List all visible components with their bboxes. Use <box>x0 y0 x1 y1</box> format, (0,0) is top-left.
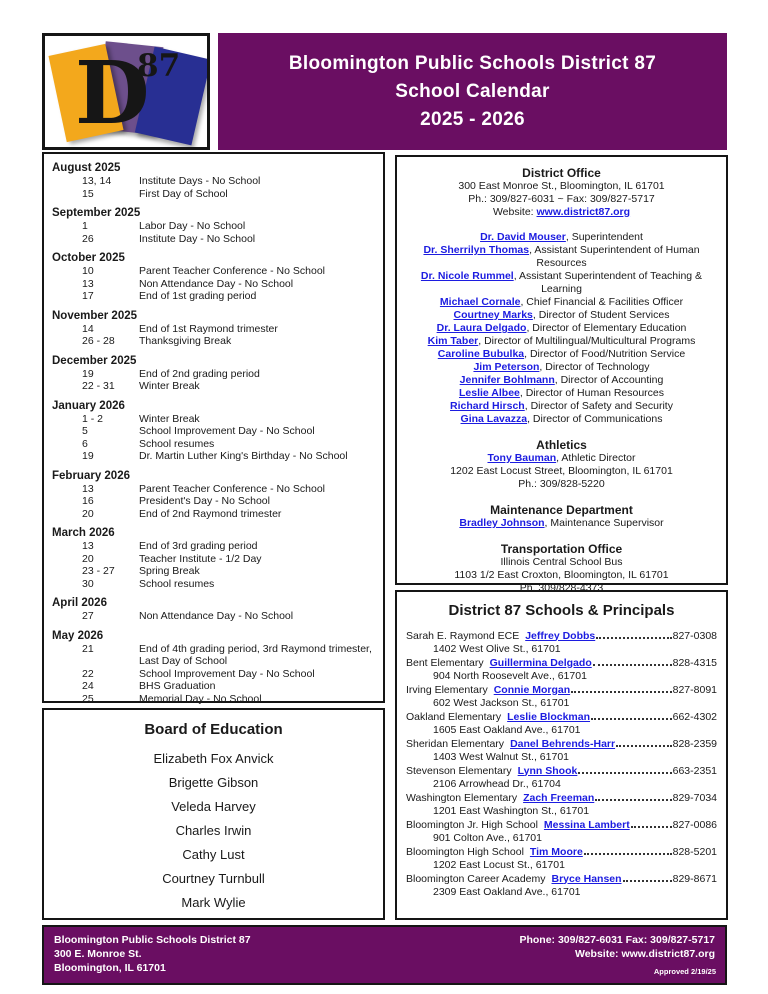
event-dates: 26 - 28 <box>82 335 115 347</box>
month-heading: April 2026 <box>52 597 107 609</box>
event-description-line: First Day of School <box>139 187 228 200</box>
maintenance-supervisor-line <box>403 517 720 530</box>
principal-link[interactable]: Zach Freeman <box>523 791 595 804</box>
school-row <box>406 846 717 860</box>
staff-name-link[interactable]: Jennifer Bohlmann <box>459 374 555 386</box>
school-address: 1605 East Oakland Ave., 61701 <box>433 724 581 736</box>
event-description-line: End of 2nd grading period <box>139 367 260 380</box>
staff-name-link[interactable]: Courtney Marks <box>453 309 533 321</box>
maintenance-supervisor-role: , Maintenance Supervisor <box>544 517 664 529</box>
schools-title: District 87 Schools & Principals <box>448 602 675 619</box>
event-description-line: Non Attendance Day - No School <box>139 610 294 622</box>
event-description <box>139 290 375 303</box>
event-description-line: Spring Break <box>139 565 200 577</box>
maintenance-supervisor-link[interactable]: Bradley Johnson <box>459 517 545 529</box>
calendar-event-row <box>52 233 375 246</box>
calendar-month <box>52 469 375 521</box>
staff-name-link[interactable]: Dr. David Mouser <box>480 231 566 243</box>
school-address: 602 West Jackson St., 61701 <box>433 697 570 709</box>
event-dates: 16 <box>82 495 94 507</box>
event-description-line: End of 2nd Raymond trimester <box>139 507 282 520</box>
event-dates: 13 <box>82 482 94 495</box>
footer-left <box>54 933 251 977</box>
event-description <box>139 438 375 451</box>
event-description-line: Winter Break <box>139 412 200 425</box>
calendar-month <box>52 309 375 348</box>
event-description-line: Thanksgiving Break <box>139 335 232 347</box>
calendar-event-row <box>52 278 375 291</box>
event-description <box>139 680 375 693</box>
school-phone: 662-4302 <box>672 710 717 723</box>
event-dates: 19 <box>82 367 94 380</box>
transportation-phone: Ph. 309/828-4373 <box>519 582 604 594</box>
event-dates: 17 <box>82 290 94 302</box>
principal-link[interactable]: Leslie Blockman <box>507 710 591 723</box>
staff-member-line <box>403 374 720 387</box>
event-description-line: End of 1st Raymond trimester <box>139 322 278 335</box>
school-phone: 827-0086 <box>672 818 717 831</box>
dot-leader <box>584 853 672 855</box>
event-description <box>139 540 375 553</box>
school-entry <box>406 657 717 684</box>
calendar-event-row <box>52 438 375 451</box>
school-entry <box>406 711 717 738</box>
calendar-event-row <box>52 553 375 566</box>
event-description <box>139 380 375 393</box>
calendar-event-row <box>52 220 375 233</box>
event-description-line: Labor Day - No School <box>139 220 246 232</box>
event-dates: 25 <box>82 692 94 705</box>
event-dates: 5 <box>82 425 88 437</box>
event-description <box>139 483 375 496</box>
main-content <box>42 152 727 920</box>
event-description-line: End of 4th grading period, 3rd Raymond trimester, <box>139 642 372 655</box>
principal-link[interactable]: Jeffrey Dobbs <box>525 629 596 642</box>
school-row <box>406 738 717 752</box>
staff-member-line <box>403 309 720 322</box>
maintenance-title: Maintenance Department <box>490 503 633 517</box>
school-year: 2025 - 2026 <box>420 108 525 130</box>
board-member-name: Charles Irwin <box>175 823 252 838</box>
event-description-line: Winter Break <box>139 380 200 392</box>
footer-org: Bloomington Public Schools District 87 <box>54 934 251 946</box>
school-entry <box>406 765 717 792</box>
calendar-event-row <box>52 175 375 188</box>
event-description-line: BHS Graduation <box>139 680 216 692</box>
footer-phone-fax: Phone: 309/827-6031 Fax: 309/827-5717 <box>519 934 715 946</box>
event-description-line: End of 1st grading period <box>139 290 257 302</box>
staff-name-link[interactable]: Dr. Laura Delgado <box>436 322 527 334</box>
school-row <box>406 819 717 833</box>
dot-leader <box>596 637 671 639</box>
district-staff-list <box>403 231 720 426</box>
website-label: Website: <box>492 206 537 218</box>
calendar-event-row <box>52 508 375 521</box>
dot-leader <box>571 691 672 693</box>
event-dates: 23 - 27 <box>82 565 115 577</box>
staff-member-line <box>403 361 720 374</box>
school-entry <box>406 819 717 846</box>
school-row <box>406 630 717 644</box>
approved-date: Approved 2/19/25 <box>653 967 716 976</box>
principal-link[interactable]: Tim Moore <box>529 845 583 858</box>
staff-member-line <box>403 413 720 426</box>
school-row <box>406 765 717 779</box>
school-phone: 829-7034 <box>672 791 717 804</box>
staff-name-link[interactable]: Michael Cornale <box>439 296 521 308</box>
calendar-event-row <box>52 643 375 668</box>
school-row <box>406 792 717 806</box>
athletics-address: 1202 East Locust Street, Bloomington, IL 61701 <box>450 465 673 477</box>
event-description-line: Parent Teacher Conference - No School <box>139 265 325 277</box>
school-entry <box>406 873 717 900</box>
dot-leader <box>578 772 671 774</box>
school-entry <box>406 630 717 657</box>
staff-role: , Director of Student Services <box>532 309 670 321</box>
board-members-list <box>44 752 383 909</box>
dot-leader <box>623 880 672 882</box>
month-heading: August 2025 <box>52 162 121 174</box>
calendar-event-row <box>52 483 375 496</box>
school-name: Bent Elementary <box>406 656 484 669</box>
calendar-month <box>52 596 375 623</box>
calendar-event-row <box>52 680 375 693</box>
event-description-line: Last Day of School <box>139 655 228 667</box>
event-description-line: School resumes <box>139 437 215 450</box>
school-address: 904 North Roosevelt Ave., 61701 <box>433 670 587 682</box>
event-dates: 15 <box>82 187 94 200</box>
calendar-event-row <box>52 290 375 303</box>
school-address: 901 Colton Ave., 61701 <box>433 832 542 844</box>
principal-link[interactable]: Messina Lambert <box>543 818 630 831</box>
footer-website: Website: www.district87.org <box>574 948 715 960</box>
staff-role: , Assistant Superintendent of Human Resources <box>529 244 700 269</box>
header <box>42 33 727 150</box>
transportation-section <box>403 542 720 595</box>
event-dates: 21 <box>82 642 94 655</box>
staff-member-line <box>403 244 720 270</box>
staff-member-line <box>403 335 720 348</box>
event-dates: 14 <box>82 322 94 335</box>
calendar-months <box>52 161 375 705</box>
school-entry <box>406 792 717 819</box>
calendar-event-row <box>52 610 375 623</box>
principal-link[interactable]: Guillermina Delgado <box>489 656 592 669</box>
event-dates: 30 <box>82 577 94 590</box>
calendar-event-row <box>52 323 375 336</box>
dot-leader <box>593 664 672 666</box>
board-member-name: Brigette Gibson <box>168 775 259 790</box>
district-office-website-line <box>403 206 720 219</box>
event-description-line: Teacher Institute - 1/2 Day <box>139 552 262 565</box>
school-name: Sarah E. Raymond ECE <box>406 629 520 642</box>
staff-member-line <box>403 270 720 296</box>
staff-name-link[interactable]: Dr. Nicole Rummel <box>420 270 514 282</box>
event-description <box>139 643 375 668</box>
event-description-line: Dr. Martin Luther King's Birthday - No School <box>139 450 348 462</box>
month-heading: January 2026 <box>52 399 125 412</box>
event-dates: 20 <box>82 552 94 565</box>
staff-role: , Director of Technology <box>539 361 650 373</box>
event-description <box>139 220 375 233</box>
staff-role: , Director of Safety and Security <box>524 400 673 412</box>
event-description-line: School Improvement Day - No School <box>139 425 315 437</box>
calendar-event-row <box>52 540 375 553</box>
calendar-month <box>52 354 375 393</box>
left-column <box>42 152 385 920</box>
school-name: Bloomington Career Academy <box>406 872 546 885</box>
event-dates: 24 <box>82 680 94 692</box>
athletics-title: Athletics <box>536 438 587 452</box>
event-dates: 6 <box>82 437 88 450</box>
athletics-phone: Ph.: 309/828-5220 <box>518 478 605 490</box>
event-description <box>139 335 375 348</box>
event-description <box>139 495 375 508</box>
event-description-line: President's Day - No School <box>139 495 270 507</box>
logo-letter-d: D <box>75 43 150 144</box>
event-description <box>139 668 375 681</box>
month-heading: September 2025 <box>52 207 141 219</box>
maintenance-section <box>403 503 720 530</box>
event-description <box>139 450 375 463</box>
calendar-month <box>52 206 375 245</box>
event-description-line: Non Attendance Day - No School <box>139 277 294 290</box>
principal-link[interactable]: Bryce Hansen <box>551 872 622 885</box>
staff-role: , Director of Food/Nutrition Service <box>524 348 686 360</box>
event-description <box>139 693 375 706</box>
calendar-month <box>52 161 375 200</box>
staff-member-line <box>403 231 720 244</box>
board-title: Board of Education <box>144 721 283 738</box>
month-heading: March 2026 <box>52 527 115 539</box>
event-dates: 10 <box>82 265 94 277</box>
staff-name-link[interactable]: Richard Hirsch <box>450 400 525 412</box>
calendar-event-row <box>52 565 375 578</box>
school-row <box>406 684 717 698</box>
footer-address1: 300 E. Monroe St. <box>54 948 142 960</box>
event-dates: 27 <box>82 610 94 622</box>
event-description <box>139 508 375 521</box>
month-heading: November 2025 <box>52 309 138 322</box>
district-office-title: District Office <box>522 166 601 180</box>
calendar-event-row <box>52 578 375 591</box>
staff-member-line <box>403 400 720 413</box>
event-dates: 19 <box>82 450 94 462</box>
event-dates: 1 - 2 <box>82 412 104 425</box>
event-description <box>139 233 375 246</box>
staff-member-line <box>403 322 720 335</box>
school-phone: 828-4315 <box>672 656 717 669</box>
staff-member-line <box>403 348 720 361</box>
document-subtitle: School Calendar <box>395 80 550 102</box>
calendar-event-row <box>52 413 375 426</box>
staff-name-link[interactable]: Gina Lavazza <box>460 413 528 425</box>
calendar-month <box>52 629 375 706</box>
calendar-event-row <box>52 425 375 438</box>
dot-leader <box>591 718 672 720</box>
staff-role: , Director of Accounting <box>554 374 664 386</box>
event-description-line: Parent Teacher Conference - No School <box>139 482 325 495</box>
principal-link[interactable]: Danel Behrends-Harr <box>510 737 616 750</box>
calendar-month <box>52 251 375 303</box>
school-address: 1403 West Walnut St., 61701 <box>433 751 569 763</box>
school-address: 1402 West Olive St., 61701 <box>433 643 561 655</box>
school-row <box>406 711 717 725</box>
staff-role: , Director of Human Resources <box>519 387 665 399</box>
month-heading: February 2026 <box>52 469 130 482</box>
dot-leader <box>631 826 672 828</box>
calendar-event-row <box>52 450 375 463</box>
calendar-month <box>52 399 375 463</box>
board-member-name: Elizabeth Fox Anvick <box>153 751 274 766</box>
event-description <box>139 565 375 578</box>
staff-member-line <box>403 296 720 309</box>
event-description <box>139 578 375 591</box>
school-name: Irving Elementary <box>406 683 488 696</box>
district-office-phone-fax: Ph.: 309/827-6031 ~ Fax: 309/827-5717 <box>468 193 655 205</box>
athletics-director-line <box>403 452 720 465</box>
staff-name-link[interactable]: Dr. Sherrilyn Thomas <box>423 244 530 256</box>
event-description-line: Institute Day - No School <box>139 232 256 245</box>
staff-role: , Director of Communications <box>527 413 663 425</box>
event-dates: 13, 14 <box>82 175 112 187</box>
transportation-company: Illinois Central School Bus <box>500 556 623 568</box>
footer-bar <box>42 925 727 985</box>
footer-address2: Bloomington, IL 61701 <box>54 962 166 974</box>
school-phone: 827-0308 <box>672 629 717 642</box>
school-entry <box>406 738 717 765</box>
event-dates: 20 <box>82 507 94 520</box>
event-dates: 13 <box>82 540 94 552</box>
calendar-event-row <box>52 380 375 393</box>
athletics-section <box>403 438 720 491</box>
board-member-name: Veleda Harvey <box>171 799 256 814</box>
district-website-link[interactable]: www.district87.org <box>536 206 631 218</box>
staff-member-line <box>403 387 720 400</box>
school-row <box>406 873 717 887</box>
school-name: Oakland Elementary <box>406 710 502 723</box>
month-heading: December 2025 <box>52 354 137 367</box>
schools-principals-box <box>395 590 728 920</box>
school-phone: 828-2359 <box>672 737 717 750</box>
calendar-event-row <box>52 335 375 348</box>
board-of-education-box <box>42 708 385 920</box>
calendar-month <box>52 526 375 590</box>
calendar-event-row <box>52 668 375 681</box>
school-address: 2309 East Oakland Ave., 61701 <box>433 886 581 898</box>
dot-leader <box>616 745 672 747</box>
school-name: Stevenson Elementary <box>406 764 512 777</box>
school-entry <box>406 846 717 873</box>
event-description <box>139 553 375 566</box>
event-description <box>139 323 375 336</box>
event-description-line: School Improvement Day - No School <box>139 667 315 680</box>
school-entry <box>406 684 717 711</box>
event-description <box>139 175 375 188</box>
calendar-event-row <box>52 265 375 278</box>
board-member-name: Cathy Lust <box>182 847 245 862</box>
transportation-address: 1103 1/2 East Croxton, Bloomington, IL 61701 <box>454 569 669 581</box>
school-name: Washington Elementary <box>406 791 518 804</box>
school-address: 1201 East Washington St., 61701 <box>433 805 590 817</box>
event-description-line: School resumes <box>139 577 215 590</box>
school-phone: 663-2351 <box>672 764 717 777</box>
calendar-box <box>42 152 385 703</box>
calendar-event-row <box>52 188 375 201</box>
school-row <box>406 657 717 671</box>
right-column <box>395 152 728 920</box>
month-heading: October 2025 <box>52 252 125 264</box>
school-phone: 827-8091 <box>672 683 717 696</box>
dot-leader <box>595 799 671 801</box>
event-dates: 22 <box>82 667 94 680</box>
month-heading: May 2026 <box>52 629 104 642</box>
school-address: 2106 Arrowhead Dr., 61704 <box>433 778 561 790</box>
school-address: 1202 East Locust St., 61701 <box>433 859 565 871</box>
staff-role: , Superintendent <box>565 231 643 243</box>
district-office-address: 300 East Monroe St., Bloomington, IL 61701 <box>458 180 665 192</box>
event-dates: 22 - 31 <box>82 380 115 392</box>
board-member-name: Courtney Turnbull <box>162 871 265 886</box>
staff-role: , Chief Financial & Facilities Officer <box>520 296 684 308</box>
staff-name-link[interactable]: Leslie Albee <box>458 387 520 399</box>
principal-link[interactable]: Lynn Shook <box>517 764 578 777</box>
title-banner <box>218 33 727 150</box>
staff-role: , Director of Elementary Education <box>526 322 687 334</box>
athletics-director-link[interactable]: Tony Bauman <box>487 452 557 464</box>
event-description <box>139 265 375 278</box>
board-member-name: Mark Wylie <box>181 895 246 910</box>
staff-name-link[interactable]: Jim Peterson <box>473 361 540 373</box>
district-office-box <box>395 155 728 594</box>
event-description <box>139 188 375 201</box>
event-description-line: End of 3rd grading period <box>139 540 258 552</box>
event-dates: 26 <box>82 232 94 245</box>
school-name: Sheridan Elementary <box>406 737 505 750</box>
athletics-director-role: , Athletic Director <box>556 452 636 464</box>
event-description <box>139 368 375 381</box>
school-phone: 828-5201 <box>672 845 717 858</box>
school-phone: 829-8671 <box>672 872 717 885</box>
event-description-line: Memorial Day - No School <box>139 692 262 705</box>
school-name: Bloomington Jr. High School <box>406 818 538 831</box>
staff-name-link[interactable]: Kim Taber <box>427 335 479 347</box>
event-description <box>139 425 375 438</box>
school-name: Bloomington High School <box>406 845 524 858</box>
event-dates: 13 <box>82 277 94 290</box>
event-description <box>139 610 375 623</box>
staff-role: , Assistant Superintendent of Teaching & Learning <box>513 270 703 295</box>
document-title: Bloomington Public Schools District 87 <box>288 52 657 74</box>
event-dates: 1 <box>82 220 88 232</box>
staff-name-link[interactable]: Caroline Bubulka <box>437 348 525 360</box>
calendar-event-row <box>52 693 375 706</box>
principal-link[interactable]: Connie Morgan <box>493 683 571 696</box>
event-description <box>139 278 375 291</box>
calendar-event-row <box>52 495 375 508</box>
calendar-event-row <box>52 368 375 381</box>
logo-number-87: 87 <box>137 48 181 84</box>
schools-list <box>406 630 717 900</box>
district-87-logo <box>42 33 210 150</box>
staff-role: , Director of Multilingual/Multicultural Programs <box>478 335 696 347</box>
event-description-line: Institute Days - No School <box>139 175 261 187</box>
event-description <box>139 413 375 426</box>
transportation-title: Transportation Office <box>500 542 623 556</box>
